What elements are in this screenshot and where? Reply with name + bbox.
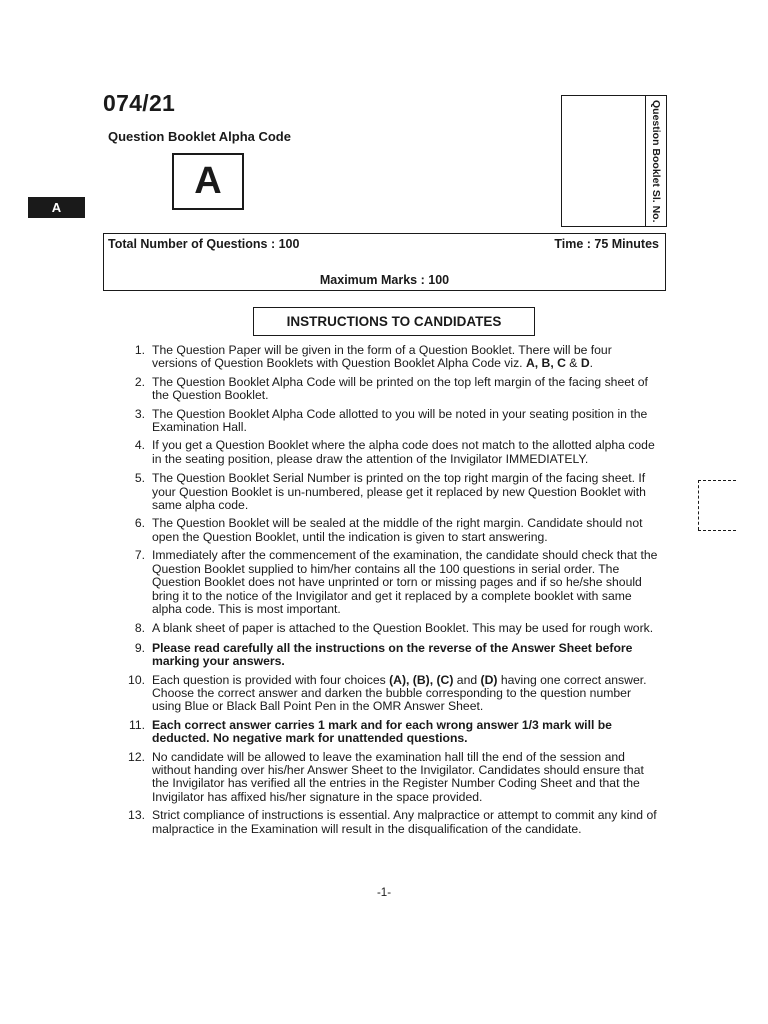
alpha-code-box: A xyxy=(172,153,244,210)
instruction-item xyxy=(118,622,658,635)
maximum-marks: Maximum Marks : 100 xyxy=(319,273,450,287)
instruction-number: 12. xyxy=(128,749,145,764)
instruction-number: 9. xyxy=(134,640,145,655)
instruction-text xyxy=(152,376,658,403)
instruction-item xyxy=(118,719,658,746)
instruction-text-part: . xyxy=(589,356,594,371)
instruction-text xyxy=(152,472,658,512)
page-number: -1- xyxy=(376,887,392,899)
instruction-text xyxy=(152,408,658,435)
instruction-text-part: The Question Paper will be given in the form of a Question Booklet. There will be four versions of Question Booklets with Question Booklet Alpha Code viz. xyxy=(152,343,612,371)
instruction-number: 2. xyxy=(134,374,145,389)
instruction-text-part: Immediately after the commencement of the examination, the candidate should check that the Question Booklet supplied to him/her contains all the 100 questions in serial order. The Question Booklet does not have unprinted or torn or missing pages and if so he/she should bring it to the notice of the Invigilator and get it replaced by a complete booklet with same alpha code. This is most important. xyxy=(152,548,658,616)
instruction-text-part: The Question Booklet Alpha Code will be printed on the top left margin of the facing sheet of the Question Booklet. xyxy=(152,374,648,403)
instruction-text xyxy=(152,439,658,466)
instruction-bold-text: Each correct answer carries 1 mark and for each wrong answer 1/3 mark will be deducted. No negative mark for unattended questions. xyxy=(152,717,612,746)
instruction-text-part: Strict compliance of instructions is essential. Any malpractice or attempt to commit any kind of malpractice in the Examination will result in the disqualification of the candidate. xyxy=(152,808,657,836)
exam-info-box xyxy=(103,233,666,291)
seal-cut-line-bottom xyxy=(698,530,736,531)
instruction-number: 1. xyxy=(134,343,145,357)
instruction-text-part: If you get a Question Booklet where the alpha code does not match to the allotted alpha code in the seating position, please draw the attention of the Invigilator IMMEDIATELY. xyxy=(152,438,655,466)
booklet-code-number: 074/21 xyxy=(103,90,176,116)
instruction-number: 4. xyxy=(134,438,145,453)
instruction-number: 5. xyxy=(134,471,145,486)
instruction-text-part: & xyxy=(565,356,581,371)
instruction-text xyxy=(152,517,658,544)
instruction-text-part: The Question Booklet Serial Number is printed on the top right margin of the facing sheet. If your Question Booklet is un-numbered, please get it replaced by new Question Booklet with same alpha code. xyxy=(152,471,646,513)
instruction-item xyxy=(118,751,658,805)
instruction-item xyxy=(118,809,658,836)
instruction-text xyxy=(152,549,658,616)
instructions-title: INSTRUCTIONS TO CANDIDATES xyxy=(253,307,535,336)
instruction-text-part: Each question is provided with four choices xyxy=(152,672,390,687)
instruction-text-part: The Question Booklet Alpha Code allotted to you will be noted in your seating position in the Examination Hall. xyxy=(152,406,648,435)
instruction-text xyxy=(152,751,658,805)
instruction-text xyxy=(152,642,658,669)
instruction-text-part: A blank sheet of paper is attached to the Question Booklet. This may be used for rough work. xyxy=(152,621,654,636)
instruction-item xyxy=(118,408,658,435)
instruction-text-part: The Question Booklet will be sealed at the middle of the right margin. Candidate should not open the Question Booklet, until the indication is given to start answering. xyxy=(152,516,643,544)
instruction-item xyxy=(118,439,658,466)
instruction-item xyxy=(118,376,658,403)
instruction-number: 8. xyxy=(134,621,145,636)
seal-cut-line-top xyxy=(698,480,736,481)
instruction-bold-text: A, B, C xyxy=(525,356,566,371)
instruction-bold-text: D xyxy=(580,356,590,371)
instruction-item xyxy=(118,642,658,669)
instruction-text-part: and xyxy=(453,672,481,687)
instruction-bold-text: Please read carefully all the instructions on the reverse of the Answer Sheet before marking your answers. xyxy=(152,640,633,669)
instruction-text-part: having one correct answer. Choose the correct answer and darken the bubble corresponding to the question number using Blue or Black Ball Point Pen in the OMR Answer Sheet. xyxy=(152,672,647,714)
instruction-item xyxy=(118,344,658,371)
instruction-number: 3. xyxy=(134,406,145,421)
instruction-item xyxy=(118,472,658,512)
total-questions: Total Number of Questions : 100 xyxy=(108,237,300,251)
instruction-text xyxy=(152,674,658,714)
alpha-code-label: Question Booklet Alpha Code xyxy=(108,129,291,144)
seal-cut-line-left xyxy=(698,480,699,530)
instruction-item xyxy=(118,549,658,616)
instruction-text xyxy=(152,809,658,836)
instruction-number: 6. xyxy=(134,516,145,531)
instruction-text xyxy=(152,622,658,635)
side-alpha-tab: A xyxy=(28,197,85,218)
instruction-number: 11. xyxy=(128,717,145,732)
serial-number-label-text: Question Booklet Sl. No. xyxy=(650,99,662,223)
instruction-text-part: No candidate will be allowed to leave the examination hall till the end of the session and without handing over his/her Answer Sheet to the Invigilator. Candidates should ensure that the Invigilator has verified all the entries in the Register Number Coding Sheet and that the Invigilator has affixed his/her signature in the space provided. xyxy=(152,749,644,804)
instructions-list xyxy=(118,344,658,836)
instruction-bold-text: (A), (B), (C) xyxy=(389,672,454,687)
instruction-item xyxy=(118,517,658,544)
instruction-number: 10. xyxy=(128,672,145,687)
instruction-number: 7. xyxy=(134,548,145,563)
exam-time: Time : 75 Minutes xyxy=(554,237,659,251)
serial-number-label xyxy=(646,96,666,226)
instruction-item xyxy=(118,674,658,714)
serial-number-box xyxy=(561,95,667,227)
instruction-text xyxy=(152,719,658,746)
instruction-bold-text: (D) xyxy=(480,672,498,687)
instruction-text xyxy=(152,344,658,371)
instruction-number: 13. xyxy=(128,808,145,823)
